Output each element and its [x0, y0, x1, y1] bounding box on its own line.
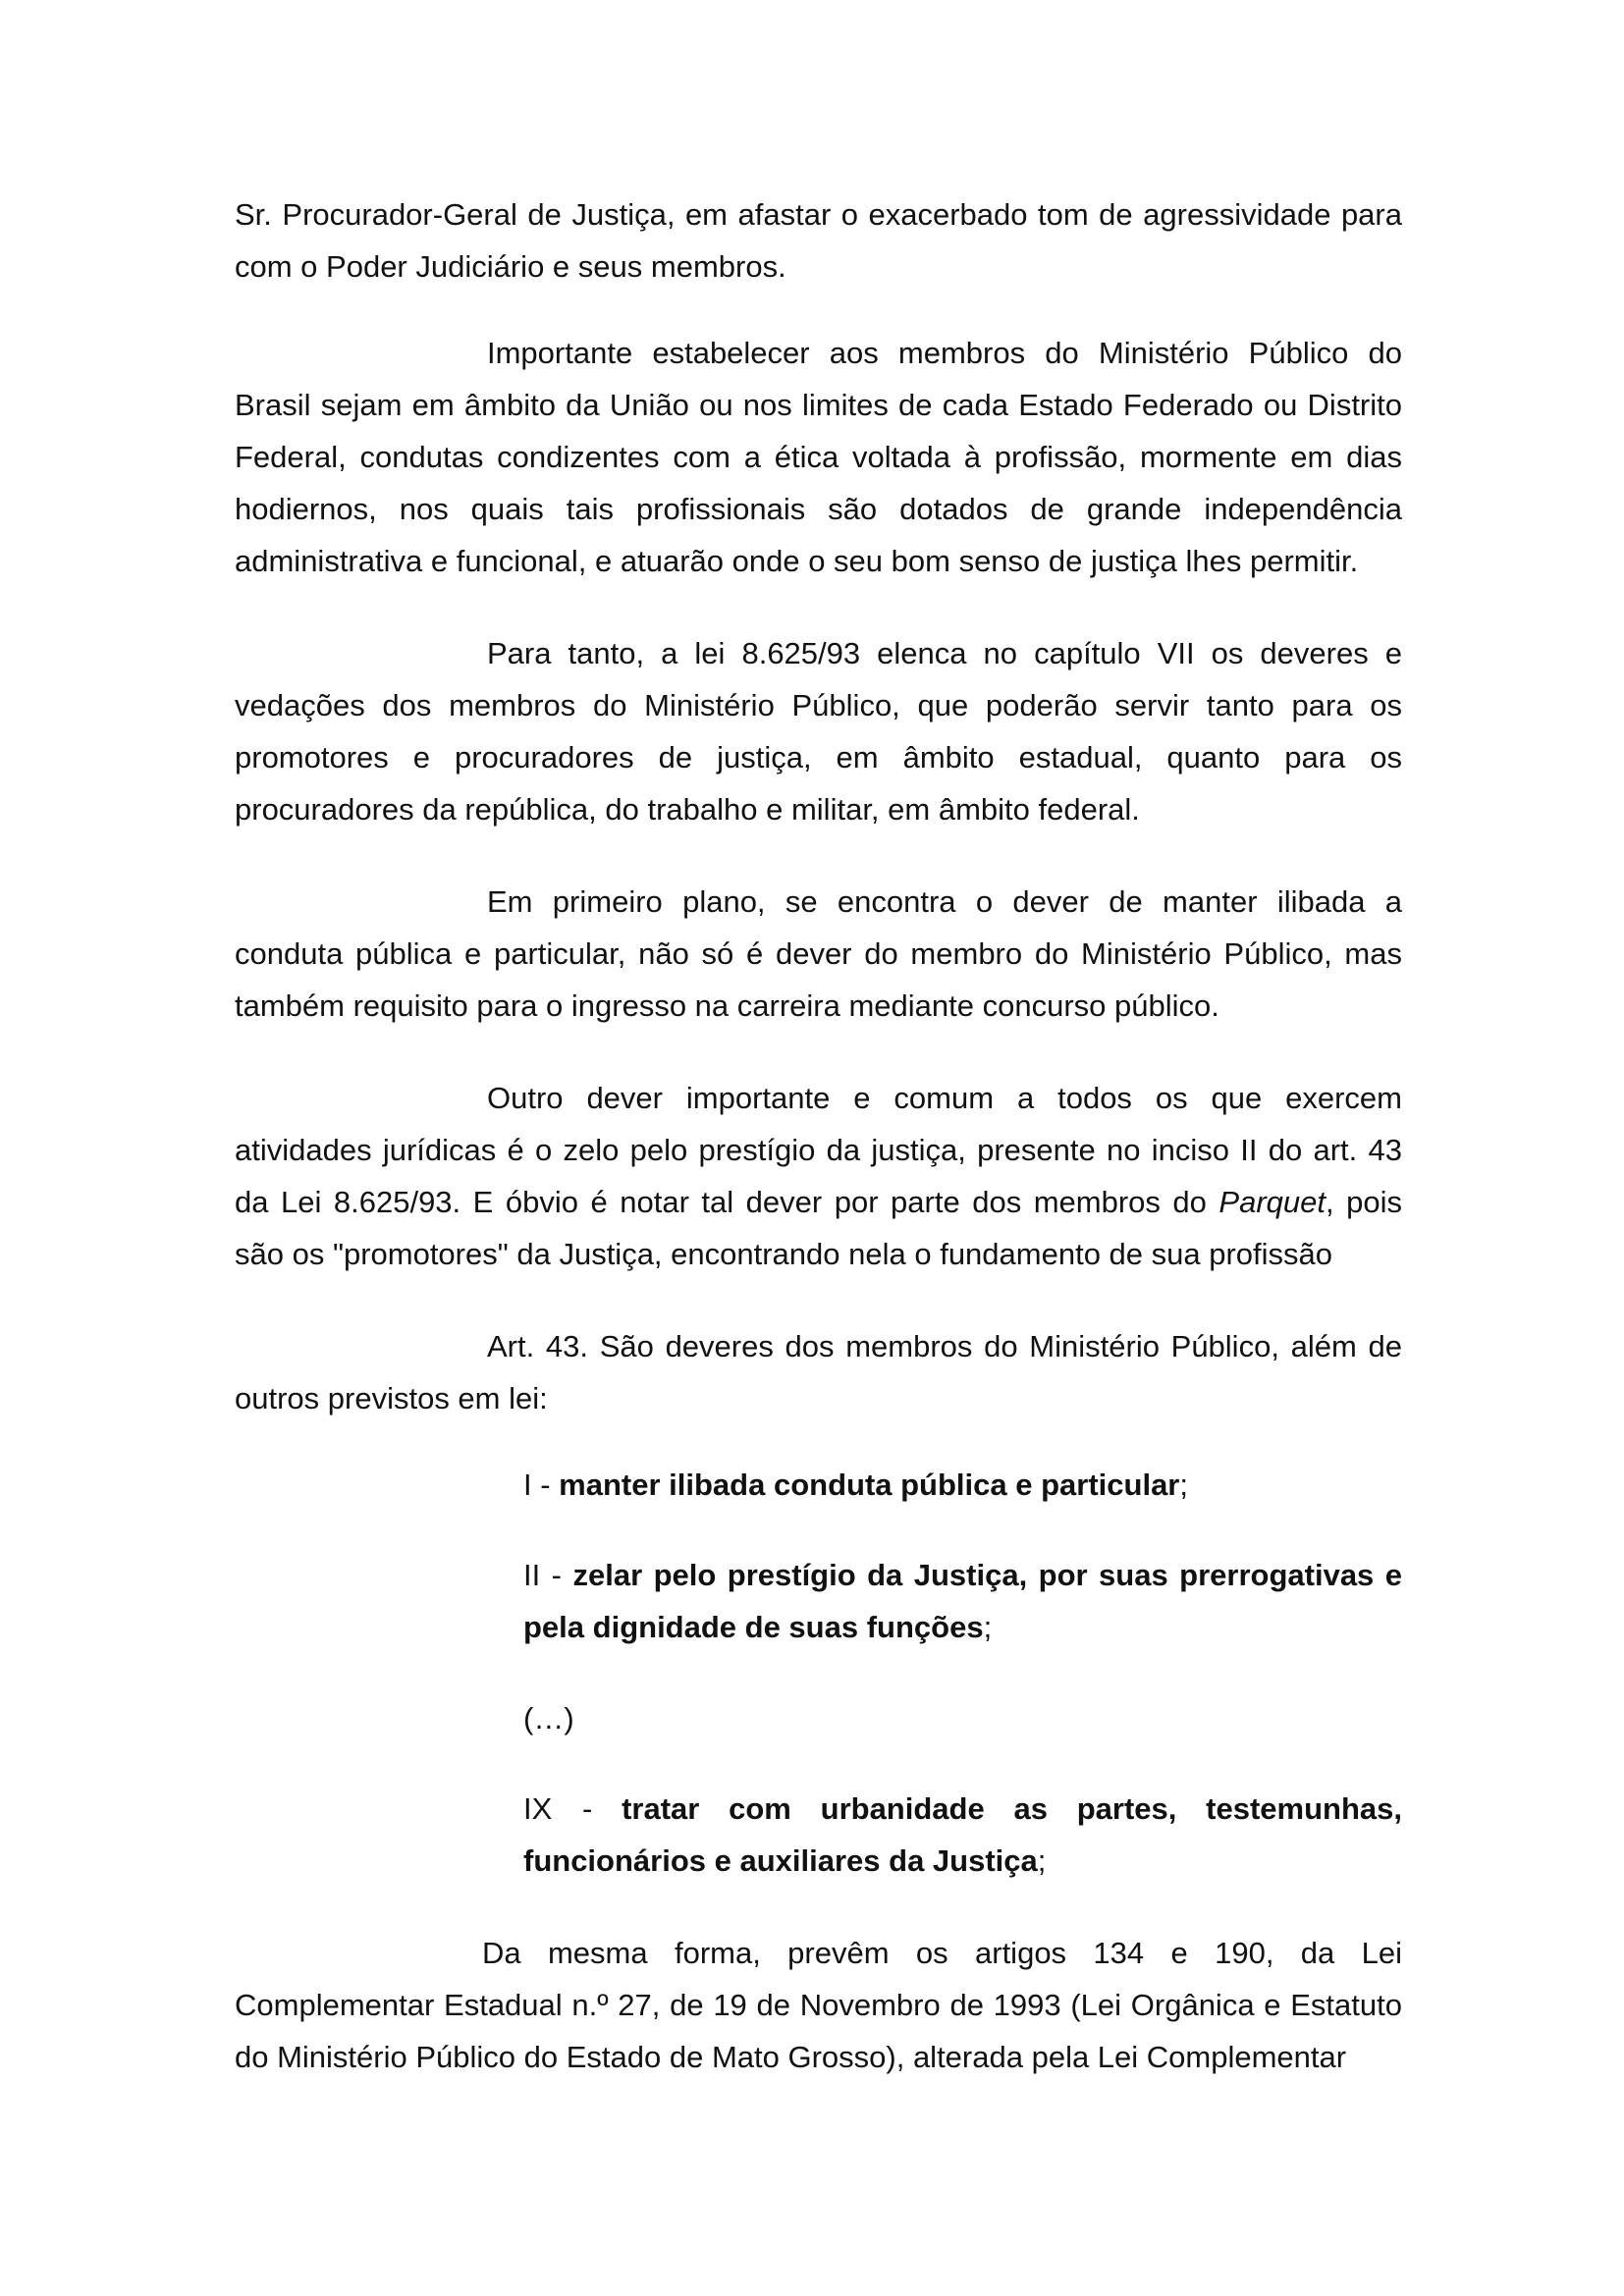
- article-43-text: Art. 43. São deveres dos membros do Ministério Público, além de outros previstos em lei:: [235, 1329, 1402, 1415]
- item-ix-bold: tratar com urbanidade as partes, testemunhas, funcionários e auxiliares da Justiça: [523, 1791, 1402, 1878]
- item-i-bold: manter ilibada conduta pública e particular: [559, 1468, 1180, 1502]
- item-ix-dash: -: [582, 1791, 623, 1826]
- paragraph-1-text: Sr. Procurador-Geral de Justiça, em afastar o exacerbado tom de agressividade para com o Poder Judiciário e seus membros.: [235, 197, 1402, 284]
- item-ix-suffix: ;: [1037, 1843, 1047, 1878]
- article-item-i: [523, 1459, 1402, 1511]
- paragraph-7: [235, 1927, 1402, 2083]
- parquet-term: Parquet: [1218, 1185, 1326, 1219]
- paragraph-5-text-after: , pois são os "promotores" da Justiça, encontrando nela o fundamento de sua profissão: [235, 1185, 1402, 1271]
- paragraph-4: [235, 876, 1402, 1032]
- paragraph-7-text: Da mesma forma, prevêm os artigos 134 e 190, da Lei Complementar Estadual n.º 27, de 19 de Novembro de 1993 (Lei Orgânica e Estatuto do Ministério Público do Estado de Mato Grosso), alterada pela Lei Complementar: [235, 1936, 1402, 2074]
- paragraph-2-text: Importante estabelecer aos membros do Ministério Público do Brasil sejam em âmbito da União ou nos limites de cada Estado Federado ou Distrito Federal, condutas condizentes com a ética voltada à profissão, mormente em dias hodiernos, nos quais tais profissionais são dotados de grande independência administrativa e funcional, e atuarão onde o seu bom senso de justiça lhes permitir.: [235, 336, 1402, 578]
- ellipsis-text: (…): [523, 1701, 574, 1735]
- article-ellipsis: [523, 1692, 1402, 1744]
- paragraph-3-text: Para tanto, a lei 8.625/93 elenca no capítulo VII os deveres e vedações dos membros do Ministério Público, que poderão servir tanto para os promotores e procuradores de justiça, em âmbito estadual, quanto para os procuradores da república, do trabalho e militar, em âmbito federal.: [235, 636, 1402, 827]
- item-ii-bold: zelar pelo prestígio da Justiça, por suas prerrogativas e pela dignidade de suas funções: [523, 1558, 1402, 1644]
- paragraph-5: [235, 1072, 1402, 1280]
- item-i-suffix: ;: [1179, 1468, 1188, 1502]
- article-43-heading: [235, 1320, 1402, 1424]
- paragraph-5-text-before: Outro dever importante e comum a todos os que exercem atividades jurídicas é o zelo pelo prestígio da justiça, presente no inciso II do art. 43 da Lei 8.625/93. E óbvio é notar tal dever por parte dos membros do: [235, 1081, 1402, 1219]
- article-item-ix: [523, 1783, 1402, 1887]
- item-ii-prefix: II -: [523, 1558, 573, 1592]
- item-ix-prefix: IX: [523, 1791, 553, 1826]
- paragraph-4-text: Em primeiro plano, se encontra o dever de manter ilibada a conduta pública e particular, não só é dever do membro do Ministério Público, mas também requisito para o ingresso na carreira mediante concurso público.: [235, 884, 1402, 1023]
- paragraph-2: [235, 327, 1402, 587]
- item-ii-suffix: ;: [983, 1610, 993, 1644]
- article-item-ii: [523, 1549, 1402, 1653]
- paragraph-1: [235, 188, 1402, 293]
- item-i-prefix: I -: [523, 1468, 560, 1502]
- paragraph-3: [235, 627, 1402, 835]
